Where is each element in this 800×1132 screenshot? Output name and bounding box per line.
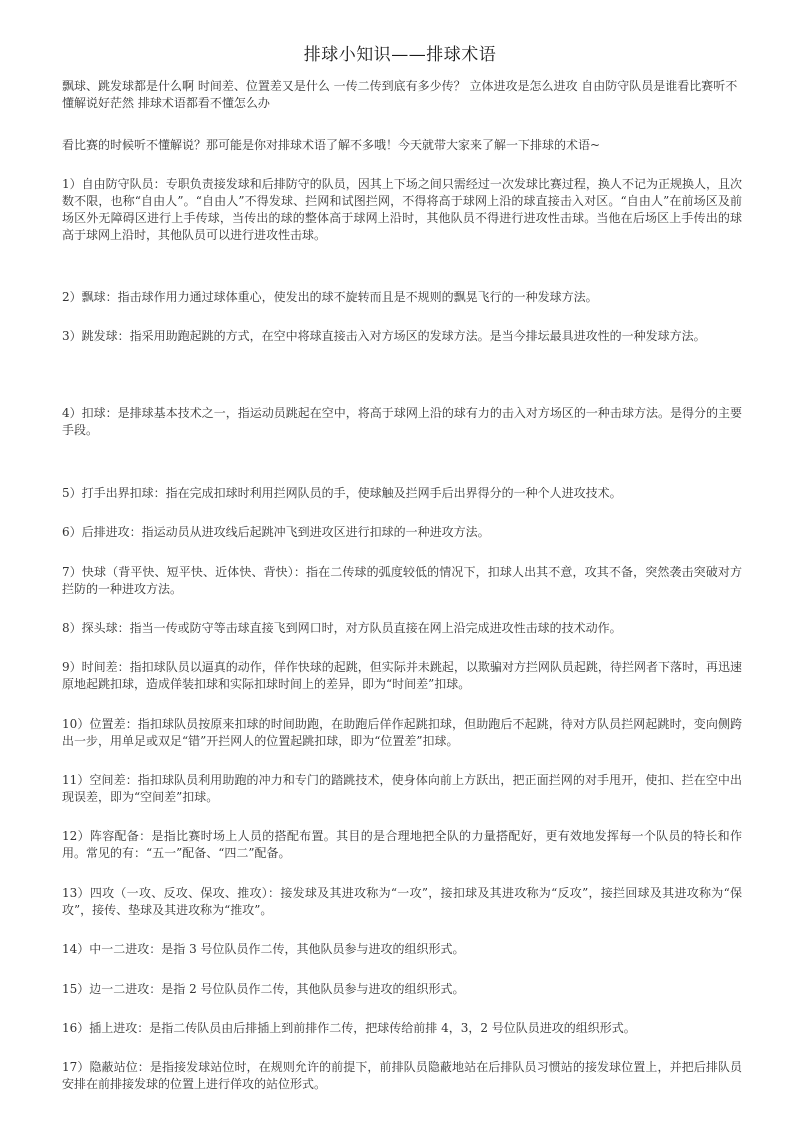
term-paragraph-15: 15）边一二进攻：是指 2 号位队员作二传，其他队员参与进攻的组织形式。 (62, 982, 465, 996)
term-paragraph-1: 1）自由防守队员：专职负责接发球和后排防守的队员，因其上下场之间只需经过一次发球比赛过程，换人不记为正规换人，且次数不限，也称“自由人”。“自由人”不得发球、拦网和试图拦网，不得将高于球网上沿的球直接击入对区。“自由人”在前场区及前场区外无障碍区进行上手传球，当传出的球的整体高于球网上沿时，其他队员不得进行进攻性击球。当他在后场区上手传出的球高于球网上沿时，其他队员可以进行进攻性击球。 (62, 177, 742, 242)
term-paragraph-3: 3）跳发球：指采用助跑起跳的方式，在空中将球直接击入对方场区的发球方法。是当今排坛最具进攻性的一种发球方法。 (62, 329, 706, 343)
document-intro: 看比赛的时候听不懂解说？那可能是你对排球术语了解不多哦！今天就带大家来了解一下排球的术语~ (62, 138, 601, 152)
term-paragraph-5: 5）打手出界扣球：指在完成扣球时利用拦网队员的手，使球触及拦网手后出界得分的一种个人进攻技术。 (62, 486, 622, 500)
term-paragraph-4: 4）扣球：是排球基本技术之一，指运动员跳起在空中，将高于球网上沿的球有力的击入对方场区的一种击球方法。是得分的主要手段。 (62, 406, 742, 437)
document-summary: 飘球、跳发球都是什么啊 时间差、位置差又是什么 一传二传到底有多少传？ 立体进攻是怎么进攻 自由防守队员是谁看比赛听不懂解说好茫然 排球术语都看不懂怎么办 (62, 79, 738, 110)
term-paragraph-14: 14）中一二进攻：是指 3 号位队员作二传，其他队员参与进攻的组织形式。 (62, 942, 465, 956)
term-paragraph-11: 11）空间差：指扣球队员利用助跑的冲力和专门的踏跳技术，使身体向前上方跃出，把正面拦网的对手甩开，使扣、拦在空中出现误差，即为“空间差”扣球。 (62, 773, 742, 804)
term-paragraph-16: 16）插上进攻：是指二传队员由后排插上到前排作二传，把球传给前排 4，3，2 号位队员进攻的组织形式。 (62, 1021, 636, 1035)
document-title: 排球小知识——排球术语 (303, 45, 497, 65)
term-paragraph-6: 6）后排进攻：指运动员从进攻线后起跳冲飞到进攻区进行扣球的一种进攻方法。 (62, 525, 490, 539)
term-paragraph-8: 8）探头球：指当一传或防守等击球直接飞到网口时，对方队员直接在网上沿完成进攻性击球的技术动作。 (62, 621, 622, 635)
term-paragraph-7: 7）快球（背平快、短平快、近体快、背快）：指在二传球的弧度较低的情况下，扣球人出其不意，攻其不备，突然袭击突破对方拦防的一种进攻方法。 (62, 565, 742, 596)
term-paragraph-2: 2）飘球：指击球作用力通过球体重心，使发出的球不旋转而且是不规则的飘晃飞行的一种发球方法。 (62, 290, 598, 304)
term-paragraph-12: 12）阵容配备：是指比赛时场上人员的搭配布置。其目的是合理地把全队的力量搭配好，更有效地发挥每一个队员的特长和作用。常见的有：“五一”配备、“四二”配备。 (62, 829, 742, 860)
term-paragraph-9: 9）时间差：指扣球队员以逼真的动作，佯作快球的起跳，但实际并未跳起，以欺骗对方拦网队员起跳，待拦网者下落时，再迅速原地起跳扣球，造成佯装扣球和实际扣球时间上的差异，即为“时间差”扣球。 (62, 660, 742, 691)
term-paragraph-17: 17）隐蔽站位：是指接发球站位时，在规则允许的前提下，前排队员隐蔽地站在后排队员习惯站的接发球位置上，并把后排队员安排在前排接发球的位置上进行佯攻的站位形式。 (62, 1060, 742, 1091)
term-paragraph-13: 13）四攻（一攻、反攻、保攻、推攻）：接发球及其进攻称为“一攻”，接扣球及其进攻称为“反攻”，接拦回球及其进攻称为“保攻”，接传、垫球及其进攻称为“推攻”。 (62, 886, 742, 917)
term-paragraph-10: 10）位置差：指扣球队员按原来扣球的时间助跑，在助跑后佯作起跳扣球，但助跑后不起跳，待对方队员拦网起跳时，变向侧跨出一步，用单足或双足“错”开拦网人的位置起跳扣球，即为“位置差”扣球。 (62, 717, 742, 748)
